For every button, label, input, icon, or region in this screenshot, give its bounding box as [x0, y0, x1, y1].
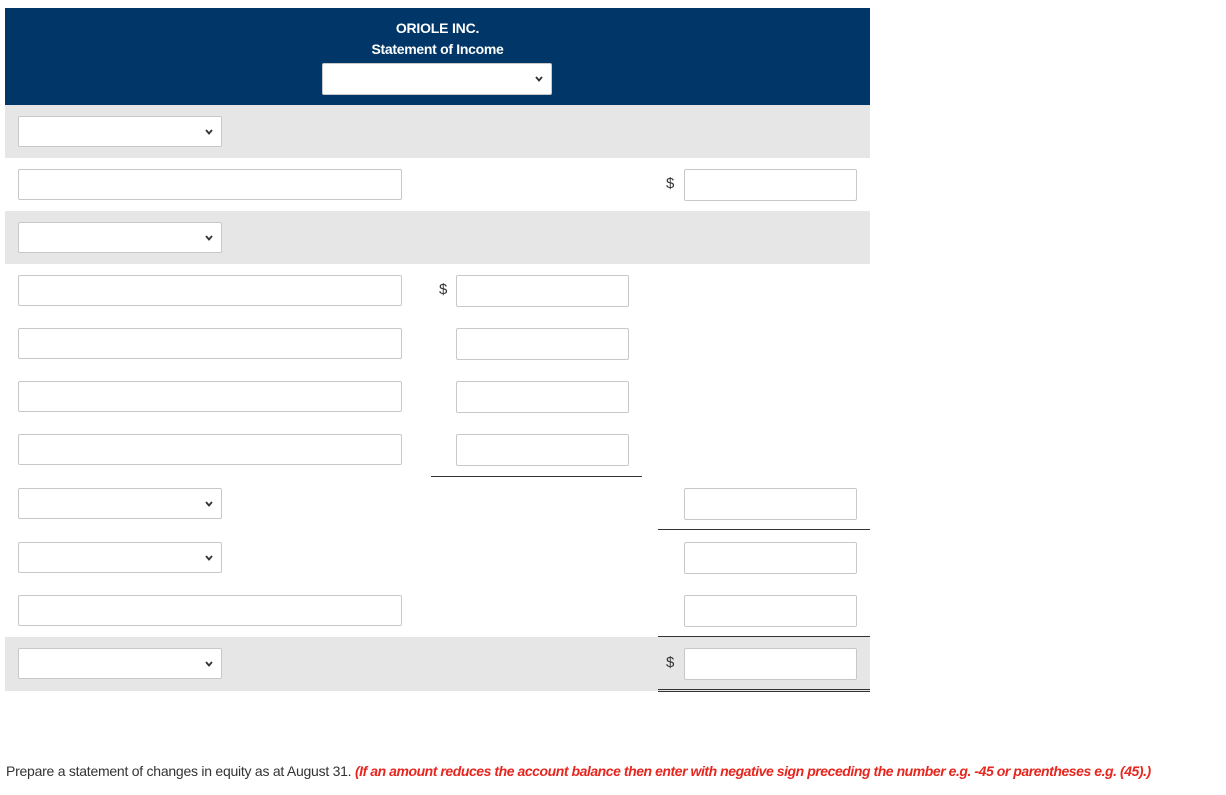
statement-row	[5, 317, 870, 370]
company-name: ORIOLE INC.	[395, 20, 480, 36]
account-select[interactable]	[18, 648, 222, 679]
total-double-rule	[658, 689, 870, 692]
statement-row	[5, 158, 870, 211]
chevron-down-icon	[203, 552, 215, 564]
statement-row	[5, 211, 870, 264]
amount-input-col1[interactable]	[456, 434, 629, 466]
period-select[interactable]	[322, 63, 552, 95]
chevron-down-icon	[203, 126, 215, 138]
amount-input-col2[interactable]	[684, 488, 857, 520]
statement-header	[5, 8, 870, 105]
chevron-down-icon	[203, 232, 215, 244]
account-select[interactable]	[18, 116, 222, 147]
amount-input-col1[interactable]	[456, 381, 629, 413]
dollar-sign: $	[666, 175, 675, 192]
instructions-note: (If an amount reduces the account balance then enter with negative sign preceding the number e.g. -45 or parentheses e.g. (45).)	[354, 763, 1151, 779]
account-text-input[interactable]	[18, 328, 402, 359]
chevron-down-icon	[203, 498, 215, 510]
account-text-input[interactable]	[18, 595, 402, 626]
subtotal-rule	[658, 529, 870, 530]
statement-row	[5, 370, 870, 423]
statement-row	[5, 105, 870, 158]
account-text-input[interactable]	[18, 275, 402, 306]
amount-input-col2[interactable]	[684, 542, 857, 574]
chevron-down-icon	[533, 73, 545, 85]
statement-row	[5, 477, 870, 530]
amount-input-col2[interactable]	[684, 648, 857, 680]
statement-row-total	[5, 637, 870, 691]
statement-title: Statement of Income	[371, 41, 504, 57]
account-text-input[interactable]	[18, 381, 402, 412]
account-select[interactable]	[18, 222, 222, 253]
account-select[interactable]	[18, 488, 222, 519]
account-text-input[interactable]	[18, 434, 402, 465]
amount-input-col2[interactable]	[684, 169, 857, 201]
dollar-sign: $	[439, 281, 448, 298]
chevron-down-icon	[203, 658, 215, 670]
statement-row	[5, 423, 870, 476]
statement-row	[5, 584, 870, 637]
account-select[interactable]	[18, 542, 222, 573]
dollar-sign: $	[666, 654, 675, 671]
statement-row	[5, 531, 870, 584]
statement-row	[5, 264, 870, 317]
amount-input-col1[interactable]	[456, 275, 629, 307]
instructions-text: Prepare a statement of changes in equity as at August 31.	[6, 763, 355, 779]
account-text-input[interactable]	[18, 169, 402, 200]
instructions	[6, 763, 1226, 779]
amount-input-col1[interactable]	[456, 328, 629, 360]
amount-input-col2[interactable]	[684, 595, 857, 627]
